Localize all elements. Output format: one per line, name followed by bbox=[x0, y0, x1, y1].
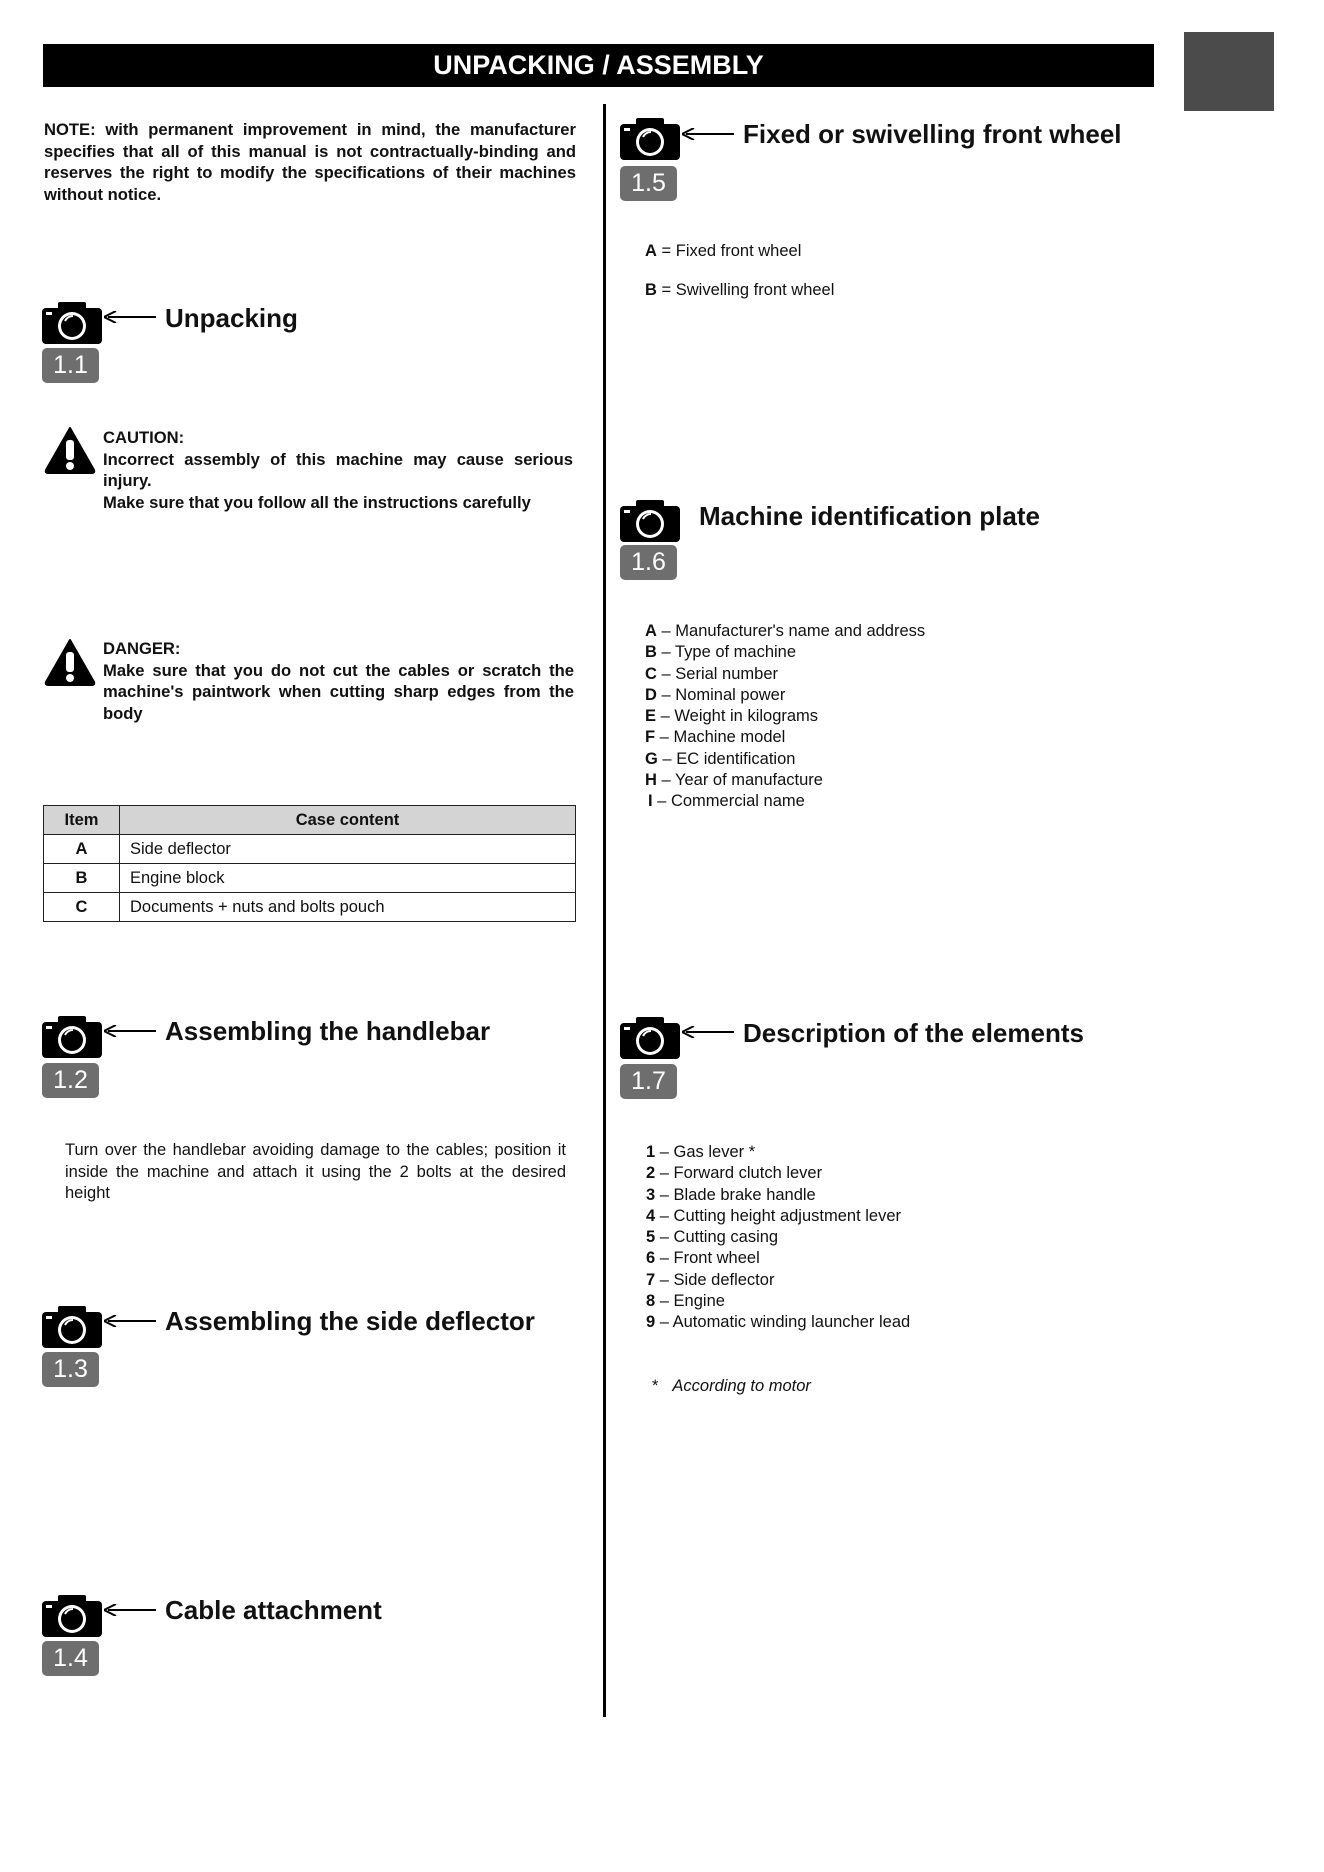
arrow-left-icon bbox=[104, 1025, 156, 1037]
list-item-separator: – bbox=[655, 1270, 674, 1289]
list-item-text: Cutting height adjustment lever bbox=[673, 1206, 902, 1225]
list-item-text: Gas lever * bbox=[673, 1143, 756, 1161]
list-item-key: 5 bbox=[646, 1228, 656, 1247]
list-item-key: 7 bbox=[646, 1270, 656, 1289]
arrow-left-icon bbox=[104, 311, 156, 323]
list-item-text: Cutting casing bbox=[673, 1228, 779, 1247]
list-item bbox=[645, 241, 834, 262]
section-number-badge: 1.3 bbox=[42, 1352, 99, 1387]
list-item bbox=[645, 685, 925, 706]
camera-icon bbox=[620, 500, 680, 542]
section-number-badge: 1.2 bbox=[42, 1063, 99, 1098]
list-item-separator: – bbox=[656, 622, 676, 640]
handlebar-instructions: Turn over the handlebar avoiding damage to the cables; position it inside the machine and attach it using the 2 bolts at the desired height bbox=[65, 1141, 566, 1202]
section-title: Description of the elements bbox=[743, 1018, 1084, 1048]
table-row bbox=[44, 835, 576, 864]
arrow-left-icon bbox=[104, 1604, 156, 1616]
section-number-badge: 1.6 bbox=[620, 545, 677, 580]
list-item bbox=[646, 1206, 910, 1227]
list-item bbox=[645, 727, 925, 748]
camera-icon bbox=[42, 1016, 102, 1058]
list-item-key: A bbox=[645, 622, 657, 640]
list-item-separator: – bbox=[655, 1292, 674, 1311]
list-item-text: Machine model bbox=[673, 728, 786, 747]
list-item-text: Fixed front wheel bbox=[675, 242, 802, 260]
list-item-text: Commercial name bbox=[670, 792, 805, 811]
list-item bbox=[645, 280, 834, 301]
arrow-left-icon bbox=[682, 1026, 734, 1038]
list-item-key: E bbox=[645, 707, 657, 726]
list-item-separator: – bbox=[656, 771, 675, 790]
list-item-separator: – bbox=[655, 1164, 674, 1183]
section-number-badge: 1.4 bbox=[42, 1641, 99, 1676]
list-item-key: G bbox=[645, 749, 658, 768]
list-item bbox=[645, 791, 925, 812]
list-item-key: 4 bbox=[646, 1206, 656, 1225]
list-item-key: H bbox=[645, 771, 657, 790]
elements-legend bbox=[646, 1142, 910, 1334]
list-item-text: Front wheel bbox=[673, 1249, 760, 1268]
table-cell-content: Documents + nuts and bolts pouch bbox=[120, 893, 576, 922]
list-item bbox=[645, 749, 925, 770]
list-item-text: Blade brake handle bbox=[673, 1185, 816, 1204]
list-item-separator: – bbox=[657, 749, 677, 768]
identification-plate-legend bbox=[645, 621, 925, 813]
column-divider bbox=[603, 104, 606, 1717]
page-title-text: UNPACKING / ASSEMBLY bbox=[433, 50, 764, 80]
list-item-key: A bbox=[645, 242, 657, 260]
page-title bbox=[43, 44, 1154, 87]
page-tab-marker bbox=[1184, 32, 1274, 111]
manufacturer-note: NOTE: with permanent improvement in mind, the manufacturer specifies that all of this manual is not contractually-binding and reserves the right to modify the specifications of their machines without notice. bbox=[44, 120, 576, 204]
table-row bbox=[44, 893, 576, 922]
list-item-key: I bbox=[648, 792, 653, 811]
list-item-key: F bbox=[645, 728, 656, 747]
list-item-separator: = bbox=[656, 281, 676, 300]
list-item-separator: – bbox=[656, 685, 676, 704]
list-item-key: 9 bbox=[646, 1313, 656, 1332]
list-item-text: Side deflector bbox=[673, 1270, 775, 1289]
list-item bbox=[646, 1163, 910, 1184]
list-item-key: B bbox=[645, 643, 657, 662]
table-header-row bbox=[44, 806, 576, 835]
table-cell-item: C bbox=[44, 893, 120, 922]
list-item-key: 6 bbox=[646, 1249, 656, 1268]
list-item-key: 8 bbox=[646, 1292, 656, 1311]
danger-text: Make sure that you do not cut the cables or scratch the machine's paintwork when cutting sharp edges from the body bbox=[103, 660, 574, 723]
column-header-case-content: Case content bbox=[120, 806, 576, 835]
section-title: Machine identification plate bbox=[699, 501, 1040, 531]
front-wheel-legend bbox=[645, 241, 834, 302]
list-item bbox=[645, 706, 925, 727]
list-item bbox=[646, 1248, 910, 1269]
list-item-text: Type of machine bbox=[674, 643, 797, 662]
list-item-key: D bbox=[645, 685, 657, 704]
list-item-separator: – bbox=[655, 1313, 673, 1332]
list-item-text: EC identification bbox=[676, 749, 796, 768]
list-item-separator: – bbox=[655, 1206, 674, 1225]
list-item-separator: – bbox=[655, 1143, 674, 1161]
camera-icon bbox=[42, 302, 102, 344]
list-item-key: B bbox=[645, 281, 657, 300]
camera-icon bbox=[42, 1306, 102, 1348]
list-item-text: Manufacturer's name and address bbox=[675, 622, 926, 640]
list-item-text: Automatic winding launcher lead bbox=[672, 1313, 911, 1332]
section-number-badge: 1.7 bbox=[620, 1064, 677, 1099]
footnote-text: According to motor bbox=[672, 1377, 811, 1395]
list-item-separator: – bbox=[656, 664, 676, 683]
list-item-key: 1 bbox=[646, 1143, 656, 1161]
section-title: Unpacking bbox=[165, 303, 298, 333]
list-item-separator: – bbox=[655, 728, 674, 747]
caution-instruction: Make sure that you follow all the instructions carefully bbox=[103, 492, 531, 512]
caution-block bbox=[103, 427, 573, 513]
list-item-text: Serial number bbox=[675, 664, 778, 683]
danger-label: DANGER: bbox=[103, 639, 181, 658]
section-number-badge: 1.1 bbox=[42, 348, 99, 383]
list-item bbox=[646, 1142, 910, 1163]
arrow-left-icon bbox=[104, 1315, 156, 1327]
list-item-key: 2 bbox=[646, 1164, 656, 1183]
table-row bbox=[44, 864, 576, 893]
section-title: Cable attachment bbox=[165, 1595, 382, 1625]
list-item-separator: – bbox=[652, 792, 671, 811]
table-cell-item: B bbox=[44, 864, 120, 893]
column-header-item: Item bbox=[44, 806, 120, 835]
list-item bbox=[646, 1185, 910, 1206]
list-item-separator: – bbox=[655, 1228, 674, 1247]
list-item bbox=[645, 621, 925, 642]
warning-triangle-icon bbox=[44, 638, 96, 686]
footnote bbox=[652, 1377, 811, 1396]
list-item-separator: – bbox=[655, 1185, 674, 1204]
list-item-text: Weight in kilograms bbox=[674, 707, 819, 726]
table-cell-item: A bbox=[44, 835, 120, 864]
list-item bbox=[645, 770, 925, 791]
camera-icon bbox=[620, 118, 680, 160]
list-item-text: Engine bbox=[673, 1292, 725, 1311]
camera-icon bbox=[42, 1595, 102, 1637]
section-number-badge: 1.5 bbox=[620, 166, 677, 201]
list-item-text: Forward clutch lever bbox=[673, 1164, 823, 1183]
camera-icon bbox=[620, 1017, 680, 1059]
table-cell-content: Side deflector bbox=[120, 835, 576, 864]
caution-text: Incorrect assembly of this machine may cause serious injury. bbox=[103, 449, 573, 490]
list-item-separator: – bbox=[656, 643, 675, 662]
list-item bbox=[645, 642, 925, 663]
list-item bbox=[646, 1312, 910, 1333]
section-title: Assembling the handlebar bbox=[165, 1016, 491, 1046]
list-item-text: Year of manufacture bbox=[674, 771, 823, 790]
list-item-key: C bbox=[645, 664, 657, 683]
list-item-separator: – bbox=[656, 707, 675, 726]
list-item bbox=[646, 1227, 910, 1248]
list-item-text: Nominal power bbox=[675, 685, 786, 704]
list-item-separator: = bbox=[656, 242, 676, 260]
arrow-left-icon bbox=[682, 128, 734, 140]
footnote-mark: * bbox=[652, 1377, 659, 1395]
list-item bbox=[645, 664, 925, 685]
list-item-text: Swivelling front wheel bbox=[675, 281, 835, 300]
list-item bbox=[646, 1291, 910, 1312]
warning-triangle-icon bbox=[44, 426, 96, 474]
table-cell-content: Engine block bbox=[120, 864, 576, 893]
list-item-key: 3 bbox=[646, 1185, 656, 1204]
case-content-table bbox=[43, 805, 576, 922]
section-title: Assembling the side deflector bbox=[165, 1306, 535, 1336]
caution-label: CAUTION: bbox=[103, 428, 185, 447]
section-title: Fixed or swivelling front wheel bbox=[743, 119, 1122, 149]
list-item-separator: – bbox=[655, 1249, 674, 1268]
danger-block bbox=[103, 638, 574, 724]
list-item bbox=[646, 1270, 910, 1291]
